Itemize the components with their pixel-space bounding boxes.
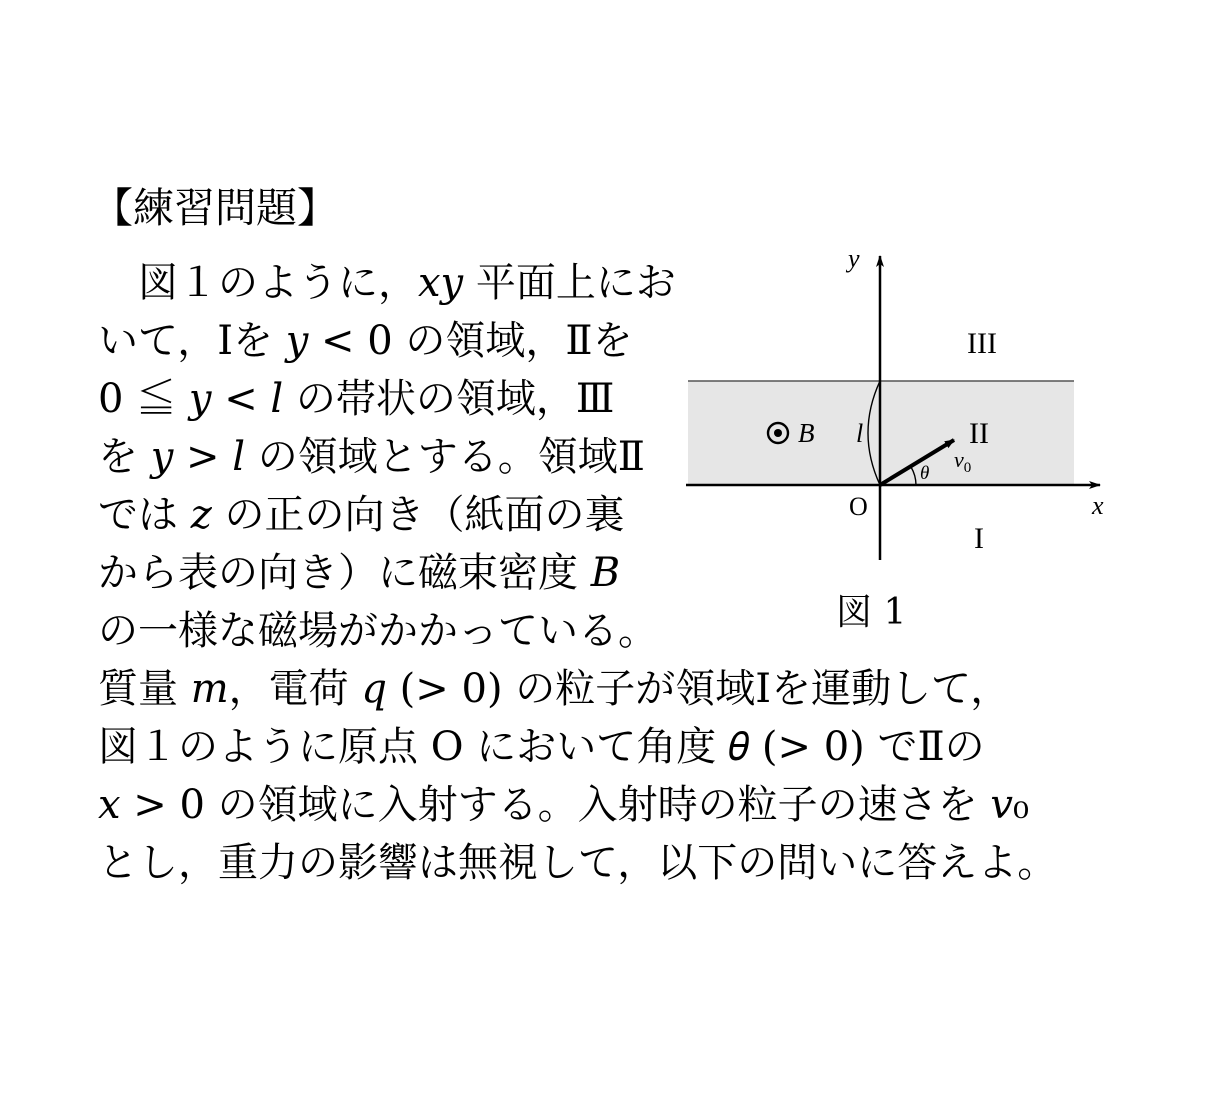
x-axis-label: x [1092,491,1104,520]
region-3-label: III [967,327,997,360]
velocity-label: v [954,447,964,472]
origin-label: O [849,492,868,521]
velocity-subscript: 0 [963,460,972,476]
text-line-8: 質量 𝑚，電荷 𝑞 (> 0) の粒子が領域Ⅰを運動して， [98,666,1011,712]
text-line-10: 𝑥 > 0 の領域に入射する。入射時の粒子の速さを 𝑣₀ [98,782,1030,828]
text-line-2: いて，Ⅰを 𝑦 < 0 の領域，Ⅱを [98,318,633,364]
text-line-11: とし，重力の影響は無視して，以下の問いに答えよ。 [98,840,1058,886]
magnetic-field-dot [774,429,782,437]
angle-label: θ [920,463,930,484]
figure-diagram [680,236,1120,576]
text-line-3: 0 ≦ 𝑦 < 𝑙 の帯状の領域，Ⅲ [98,376,615,422]
field-label: B [798,418,815,448]
problem-heading: 【練習問題】 [92,184,338,232]
text-line-4: を 𝑦 > 𝑙 の領域とする。領域Ⅱ [98,434,645,480]
text-line-9: 図１のように原点 O において角度 𝜃 (> 0) でⅡの [98,724,985,770]
text-line-1: 図１のように，𝑥𝑦 平面上にお [98,260,676,306]
region-1-label: I [974,522,984,555]
text-line-7: の一様な磁場がかかっている。 [98,608,658,654]
y-axis-label: y [848,244,860,273]
text-line-6: から表の向き）に磁束密度 𝐵 [98,550,621,596]
width-label: l [856,419,864,448]
figure-1 [680,236,1120,636]
region-2-label: II [969,417,989,450]
figure-caption: 図 1 [836,592,907,633]
text-line-5: では 𝑧 の正の向き（紙面の裏 [98,492,625,538]
